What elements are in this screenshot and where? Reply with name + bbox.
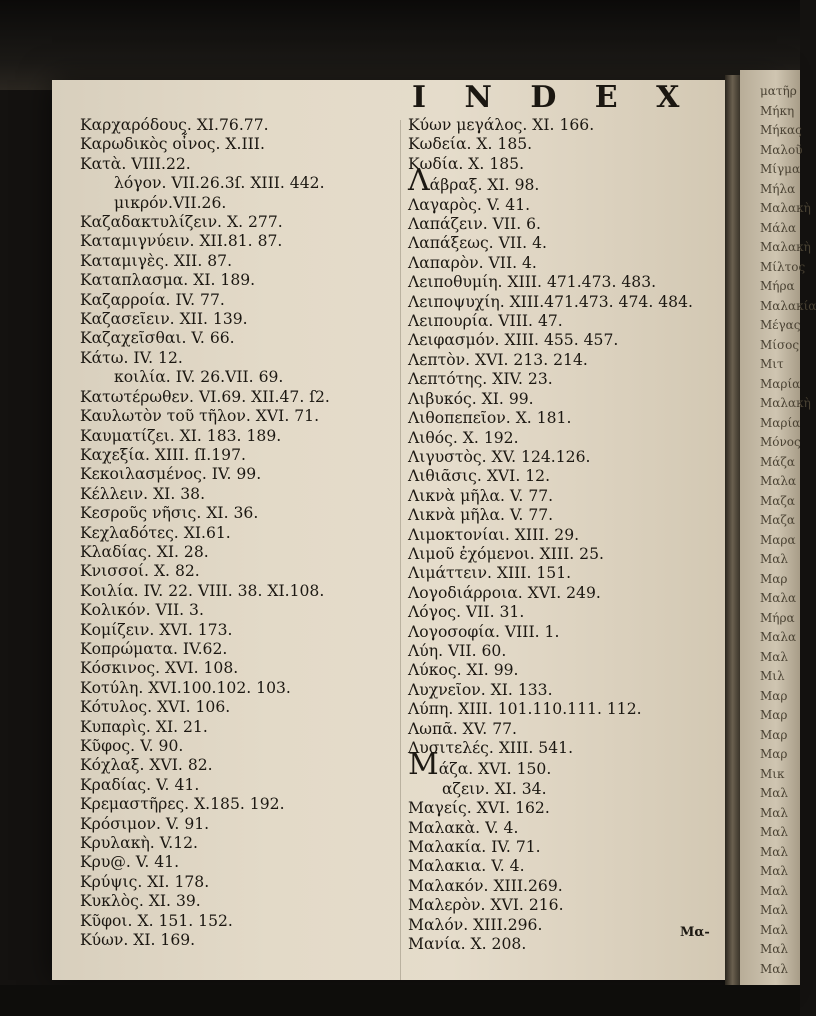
index-entry: Κύων μεγάλος. XI. 166. bbox=[408, 116, 595, 134]
catchword: Μα- bbox=[680, 925, 710, 940]
index-entry: Λαπάζειν. VII. 6. bbox=[408, 215, 541, 234]
index-entry: Κολικόν. VII. 3. bbox=[80, 601, 204, 620]
facing-page-line: Μαλ bbox=[760, 883, 788, 898]
index-entry: Κυκλὸς. XI. 39. bbox=[80, 892, 201, 911]
index-entry: κοιλία. IV. 26.VII. 69. bbox=[114, 368, 284, 387]
index-entry: Κόσκινος. XVI. 108. bbox=[80, 659, 239, 678]
index-entry: Μαλακία. IV. 71. bbox=[408, 838, 541, 857]
facing-page-line: ματῆρ bbox=[760, 84, 797, 98]
facing-page-line: Μήκας bbox=[760, 123, 802, 137]
right-index-column bbox=[408, 116, 728, 954]
index-entry: Λυσιτελές. XIII. 541. bbox=[408, 739, 574, 757]
facing-page-line: Μαλα bbox=[760, 591, 797, 605]
facing-page-line: Μήκη bbox=[760, 103, 795, 118]
index-entry: Κρυ@. V. 41. bbox=[80, 853, 180, 872]
column-divider bbox=[400, 120, 401, 980]
facing-page-line: Μόνος bbox=[760, 435, 801, 449]
index-entry: Καταμιγὲς. XII. 87. bbox=[80, 251, 233, 270]
index-entry: Καζαρροία. IV. 77. bbox=[80, 290, 225, 309]
index-entry: Κατὰ. VIII.22. bbox=[80, 154, 191, 173]
index-entry: Λογοδιάρροια. XVI. 249. bbox=[408, 583, 601, 602]
index-entry: Λεπτότης. XIV. 23. bbox=[408, 370, 553, 389]
index-entry: Λάβραξ. XI. 98. bbox=[408, 163, 540, 199]
scan-background-bottom bbox=[0, 985, 800, 1016]
index-entry: Μάζα. XVI. 150. bbox=[408, 747, 552, 783]
index-entry: Λωπᾶ. XV. 77. bbox=[408, 719, 518, 738]
facing-page-line: Μίσος bbox=[760, 337, 800, 352]
facing-page-line: Μαλα bbox=[760, 630, 797, 644]
index-entry: Κρεμαστῆρες. X.185. 192. bbox=[80, 795, 285, 814]
index-entry: Λόγος. VII. 31. bbox=[408, 603, 525, 622]
index-entry: Λιθός. X. 192. bbox=[408, 428, 519, 447]
facing-page-line: Μαρ bbox=[760, 688, 788, 703]
facing-page-line: Μαρα bbox=[760, 532, 796, 547]
index-entry: Λυχνεῖον. XI. 133. bbox=[408, 680, 553, 699]
facing-page-line: Μέγας bbox=[760, 318, 801, 332]
index-entry: Λιθιᾶσις. XVI. 12. bbox=[408, 467, 551, 486]
facing-page-line: Μαλοῦ bbox=[760, 142, 803, 157]
facing-page-line: Μαρ bbox=[760, 727, 788, 742]
index-entry: Μανία. X. 208. bbox=[408, 935, 527, 954]
facing-page-line: Μικ bbox=[760, 766, 785, 781]
index-entry: Κυπαρὶς. XI. 21. bbox=[80, 717, 208, 736]
facing-page-line: Μαλακὴ bbox=[760, 201, 811, 215]
index-entry: Λαπάξεως. VII. 4. bbox=[408, 234, 547, 253]
index-entry: Κωδία. X. 185. bbox=[408, 154, 525, 173]
index-entry: Καρωδικὸς οἶνος. X.III. bbox=[80, 135, 265, 154]
index-entry: Λαπαρὸν. VII. 4. bbox=[408, 253, 537, 272]
index-entry: Λύπη. XIII. 101.110.111. 112. bbox=[408, 700, 642, 719]
index-entry: Κοιλία. IV. 22. VIII. 38. XI.108. bbox=[80, 581, 325, 600]
facing-page-text bbox=[760, 82, 816, 979]
index-entry: Κύων. XI. 169. bbox=[80, 931, 196, 950]
facing-page-line: Μαρ bbox=[760, 747, 788, 761]
index-entry: Κρυλακὴ. V.12. bbox=[80, 834, 199, 853]
facing-page-line: Μαρ bbox=[760, 571, 788, 586]
facing-page-line: Μίλτος bbox=[760, 259, 806, 274]
index-entry: Κοτύλη. XVI.100.102. 103. bbox=[80, 678, 291, 697]
index-entry: Κομίζειν. XVI. 173. bbox=[80, 620, 233, 639]
index-entry: Κόχλαξ. XVI. 82. bbox=[80, 756, 213, 775]
facing-page-line: Μαλακία bbox=[760, 298, 816, 313]
index-entry: Κεσροῦς νῆσις. XI. 36. bbox=[80, 504, 259, 523]
facing-page-line: Μιτ bbox=[760, 357, 784, 371]
index-entry: μικρόν.VII.26. bbox=[114, 193, 227, 212]
index-entry: Λιμάττειν. XIII. 151. bbox=[408, 564, 572, 583]
facing-page-line: Μήρα bbox=[760, 610, 795, 625]
facing-page-line: Μαλα bbox=[760, 474, 797, 488]
index-entry: Λικνὰ μῆλα. V. 77. bbox=[408, 506, 554, 525]
index-entry: Λειπουρία. VIII. 47. bbox=[408, 312, 563, 331]
index-entry: Κλαδίας. XI. 28. bbox=[80, 542, 209, 561]
facing-page-line: Μαζα bbox=[760, 493, 795, 508]
index-entry: Καζασεῖειν. XII. 139. bbox=[80, 310, 248, 329]
index-entry: Λικνὰ μῆλα. V. 77. bbox=[408, 486, 554, 505]
facing-page-line: Μαλ bbox=[760, 649, 788, 664]
facing-page-line: Μαλ bbox=[760, 903, 788, 917]
facing-page-line: Μάζα bbox=[760, 454, 795, 469]
index-entry: Κατωτέρωθεν. VI.69. XII.47. ſ2. bbox=[80, 387, 330, 406]
facing-page-line: Μαλ bbox=[760, 552, 788, 566]
index-entry: Λύη. VII. 60. bbox=[408, 641, 507, 660]
index-entry: Κῦφοι. X. 151. 152. bbox=[80, 911, 233, 930]
facing-page-line: Μαλ bbox=[760, 864, 788, 878]
index-entry: Καχεξία. XIII. ſI.197. bbox=[80, 445, 246, 464]
facing-page-line: Μαλ bbox=[760, 805, 788, 820]
index-entry: Καυλωτὸν τοῦ τῆλον. XVI. 71. bbox=[80, 407, 320, 426]
index-header: I N D E X bbox=[412, 80, 694, 115]
index-entry: Λογοσοφία. VIII. 1. bbox=[408, 622, 560, 641]
index-entry: Λιμοκτονίαι. XIII. 29. bbox=[408, 525, 580, 544]
facing-page-line: Μιλ bbox=[760, 669, 785, 683]
index-entry: Κραδίας. V. 41. bbox=[80, 775, 200, 794]
facing-page-line: Μαλ bbox=[760, 786, 788, 800]
index-entry: Κότυλος. XVI. 106. bbox=[80, 698, 231, 717]
facing-page-line: Μαλ bbox=[760, 844, 788, 859]
index-entry: Καυματίζει. XI. 183. 189. bbox=[80, 426, 282, 445]
index-entry: Λιμοῦ ἐχόμενοι. XIII. 25. bbox=[408, 544, 604, 563]
index-entry: Λύκος. XI. 99. bbox=[408, 661, 519, 680]
index-entry: Καζαδακτυλίζειν. X. 277. bbox=[80, 213, 283, 232]
index-entry: Μαλόν. XIII.296. bbox=[408, 915, 543, 934]
facing-page-line: Μαλακὴ bbox=[760, 240, 811, 254]
index-entry: Κρύψις. XI. 178. bbox=[80, 872, 210, 891]
facing-page-line: Μαλακὴ bbox=[760, 396, 811, 410]
facing-page-line: Μάλα bbox=[760, 220, 797, 235]
index-entry: Λιγυστὸς. XV. 124.126. bbox=[408, 447, 591, 466]
index-entry: Καρχαρόδους. XI.76.77. bbox=[80, 116, 269, 134]
index-entry: Λεπτὸν. XVI. 213. 214. bbox=[408, 350, 588, 369]
left-index-column bbox=[80, 116, 400, 950]
index-entry: Λειποθυμίη. XIII. 471.473. 483. bbox=[408, 273, 657, 292]
facing-page-line: Μαζα bbox=[760, 513, 795, 527]
index-entry: Κεχλαδότες. XI.61. bbox=[80, 523, 231, 542]
index-entry: Λειποψυχίη. XIII.471.473. 474. 484. bbox=[408, 292, 693, 311]
index-entry: Μαγείς. XVI. 162. bbox=[408, 799, 550, 818]
index-entry: Λαγαρὸς. V. 41. bbox=[408, 195, 531, 214]
facing-page-line: Μίγμα bbox=[760, 162, 801, 176]
index-entry: Λιβυκός. XI. 99. bbox=[408, 389, 534, 408]
index-entry: Μαλακὰ. V. 4. bbox=[408, 818, 519, 837]
index-entry: αζειν. XI. 34. bbox=[442, 779, 547, 798]
index-entry: Κρόσιμον. V. 91. bbox=[80, 814, 210, 833]
index-entry: Μαλακια. V. 4. bbox=[408, 857, 525, 876]
index-entry: Κωδεία. X. 185. bbox=[408, 135, 533, 154]
facing-page-line: Μαλ bbox=[760, 942, 788, 956]
facing-page-line: Μήλα bbox=[760, 181, 796, 196]
index-entry: Μαλερὸν. XVI. 216. bbox=[408, 896, 564, 915]
index-entry: Καζαχεῖσθαι. V. 66. bbox=[80, 329, 235, 348]
facing-page-line: Μαρ bbox=[760, 708, 788, 722]
index-entry: Κοπρώματα. IV.62. bbox=[80, 639, 228, 658]
facing-page-line: Μήρα bbox=[760, 279, 795, 293]
facing-page-line: Μαλ bbox=[760, 961, 788, 976]
index-entry: Κνισσοί. X. 82. bbox=[80, 562, 200, 581]
index-entry: Καταμιγνύειν. XII.81. 87. bbox=[80, 232, 283, 251]
index-entry: Λειφασμόν. XIII. 455. 457. bbox=[408, 331, 619, 350]
index-entry: Μαλακόν. XIII.269. bbox=[408, 876, 563, 895]
facing-page-edge bbox=[740, 70, 816, 990]
index-entry: Κάτω. IV. 12. bbox=[80, 348, 183, 367]
index-entry: Κεκοιλασμένος. IV. 99. bbox=[80, 465, 262, 484]
facing-page-line: Μαρία bbox=[760, 376, 801, 391]
facing-page-line: Μαλ bbox=[760, 922, 788, 937]
index-entry: Κέλλειν. XI. 38. bbox=[80, 484, 206, 503]
facing-page-line: Μαλ bbox=[760, 825, 788, 839]
index-entry: λόγον. VII.26.3ſ. XIII. 442. bbox=[114, 174, 325, 193]
index-entry: Κῦφος. V. 90. bbox=[80, 737, 184, 755]
scan-background-top bbox=[0, 0, 800, 90]
index-entry: Λιθοπεπεῖον. X. 181. bbox=[408, 409, 572, 428]
facing-page-line: Μαρία bbox=[760, 415, 801, 430]
index-entry: Καταπλασμα. XI. 189. bbox=[80, 271, 256, 290]
